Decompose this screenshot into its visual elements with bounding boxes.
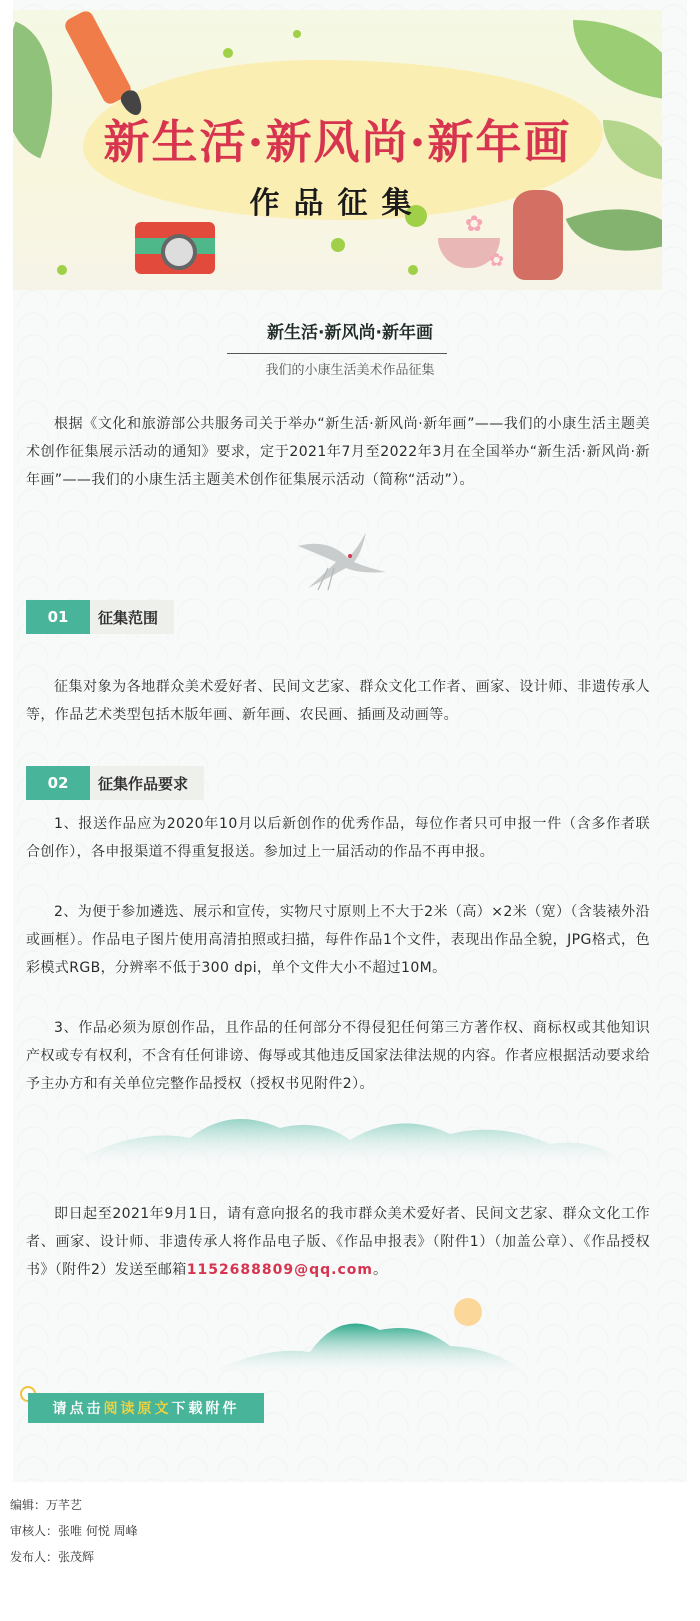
dot-decoration: [293, 30, 301, 38]
dot-decoration: [331, 238, 345, 252]
banner: [13, 10, 662, 290]
section-paragraph: 征集对象为各地群众美术爱好者、民间文艺家、群众文化工作者、画家、设计师、非遗传承人等，作品艺术类型包括木版年画、新年画、农民画、插画及动画等。: [26, 679, 650, 723]
section-title: 征集作品要求: [90, 766, 204, 800]
email-link[interactable]: 1152688809@qq.com: [186, 1262, 373, 1278]
editor-credit: 编辑：万芊艺: [10, 1498, 83, 1512]
button-suffix: 下载附件: [171, 1401, 240, 1417]
banner-title: 新生活·新风尚·新年画: [103, 115, 572, 169]
title-divider: [227, 353, 447, 354]
section-paragraph: 1、报送作品应为2020年10月以后新创作的优秀作品，每位作者只可申报一件（含多作者联合创作），各申报渠道不得重复报送。参加过上一届活动的作品不再申报。: [26, 816, 650, 860]
read-original-button[interactable]: [28, 1393, 264, 1423]
mountain-icon: [80, 1098, 620, 1168]
button-highlight: 阅读原文: [103, 1401, 172, 1417]
publisher-credit: 发布人：张茂辉: [10, 1550, 95, 1564]
submission-text: 即日起至2021年9月1日，请有意向报名的我市群众美术爱好者、民间文艺家、群众文化工作者、画家、设计师、非遗传承人将作品电子版、《作品申报表》（附件1）（加盖公章）、《作品授权书》（附件2）发送至邮箱: [26, 1206, 650, 1278]
banner-subtitle: 作品征集: [249, 186, 426, 221]
button-prefix: 请点击: [52, 1401, 104, 1417]
section-header-01: [26, 600, 174, 634]
camera-icon: [135, 222, 215, 274]
section-paragraph: 2、为便于参加遴选、展示和宣传，实物尺寸原则上不大于2米（高）×2米（宽）（含装裱外沿或画框）。作品电子图片使用高清拍照或扫描，每件作品1个文件，表现出作品全貌，JPG格式，色彩模式RGB，分辨率不低于300 dpi，单个文件大小不超过10M。: [26, 904, 650, 976]
section-number: 02: [26, 766, 90, 800]
page-title: 新生活·新风尚·新年画: [267, 323, 433, 343]
dot-decoration: [57, 265, 67, 275]
section-header-02: [26, 766, 204, 800]
sun-icon: [454, 1298, 482, 1326]
intro-paragraph: 根据《文化和旅游部公共服务司关于举办“新生活·新风尚·新年画”——我们的小康生活主题美术创作征集展示活动的通知》要求，定于2021年7月至2022年3月在全国举办“新生活·新风尚·新年画”——我们的小康生活主题美术创作征集展示活动（简称“活动”）。: [26, 416, 650, 488]
submission-end: 。: [373, 1262, 388, 1278]
mountain-icon: [220, 1296, 520, 1376]
section-title: 征集范围: [90, 600, 174, 634]
flower-icon: ✿: [489, 250, 505, 271]
section-number: 01: [26, 600, 90, 634]
section-paragraph: 3、作品必须为原创作品，且作品的任何部分不得侵犯任何第三方著作权、商标权或其他知识产权或专有权利，不含有任何诽谤、侮辱或其他违反国家法律法规的内容。作者应根据活动要求给予主办方和有关单位完整作品授权（授权书见附件2）。: [26, 1020, 650, 1092]
reviewer-credit: 审核人：张唯 何悦 周峰: [10, 1524, 138, 1538]
crane-icon: [288, 528, 388, 592]
flower-icon: ✿: [465, 212, 484, 237]
page-subtitle: 我们的小康生活美术作品征集: [265, 363, 435, 378]
dot-decoration: [408, 265, 418, 275]
leaf-icon: [573, 20, 662, 100]
dot-decoration: [223, 48, 233, 58]
submission-paragraph: [26, 1200, 650, 1284]
